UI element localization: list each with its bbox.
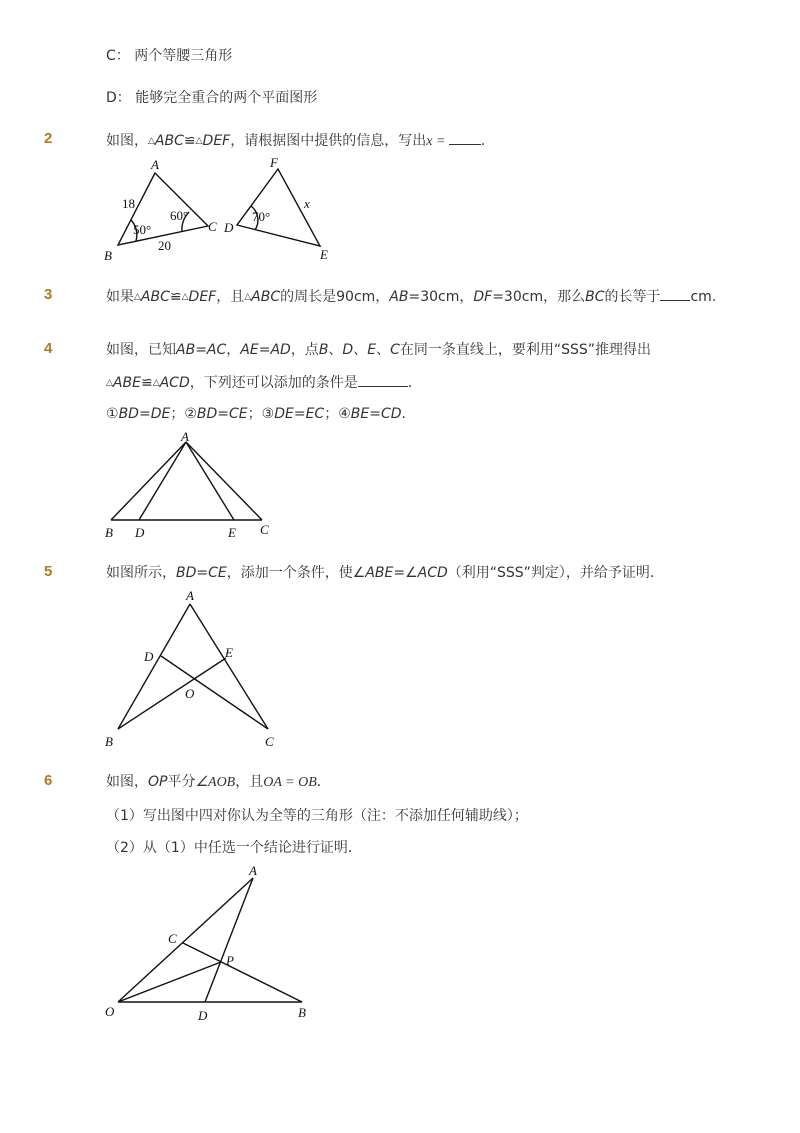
option-d-label: D：	[106, 90, 131, 106]
q2-text-end: ．	[480, 133, 495, 149]
q2-math-def: DEF	[202, 133, 231, 149]
question-6-part-1: （1）写出图中四对你认为全等的三角形（注：不添加任何辅助线）；	[106, 808, 528, 824]
label-60deg: 60°	[170, 208, 189, 223]
option-c-label: C：	[106, 48, 130, 64]
q6-math-op: OP	[148, 774, 168, 790]
label-o: O	[105, 1004, 115, 1019]
cond-4-num: ；④	[324, 406, 351, 422]
q6-math-angle: ∠AOB	[195, 775, 236, 790]
q4-math-e: E	[367, 342, 377, 358]
option-d	[106, 88, 317, 108]
cond-eq: =	[217, 406, 230, 422]
q4-sep: 、	[328, 342, 343, 358]
q3-text-5: =30cm，那么	[492, 289, 586, 305]
q2-cong: ≌	[183, 133, 196, 149]
q3-math-def: DEF	[188, 289, 217, 305]
label-d: D	[224, 220, 234, 235]
q3-cong: ≌	[169, 289, 182, 305]
question-5-number: 5	[44, 563, 53, 580]
q4-cong: ≌	[140, 375, 153, 391]
answer-blank[interactable]	[660, 286, 690, 301]
label-a: A	[249, 863, 257, 878]
label-b: B	[298, 1005, 306, 1020]
question-3-number: 3	[44, 286, 53, 303]
q5-text-1: 如图所示，	[106, 565, 176, 581]
cond-2-b: CE	[229, 406, 248, 422]
label-d: D	[198, 1008, 208, 1023]
label-d: D	[135, 525, 145, 540]
q4-math-acd: ACD	[159, 375, 190, 391]
triangle-icon: △	[244, 292, 252, 302]
question-3-text	[106, 286, 716, 307]
q3-text-1: 如果	[106, 289, 134, 305]
cond-4-a: BE	[350, 406, 370, 422]
question-2-text	[106, 130, 495, 152]
q4-line2-end: ．	[407, 375, 422, 391]
q4-math-ac: AC	[206, 342, 227, 358]
segment-be	[118, 658, 226, 729]
q4-math-c: C	[390, 342, 400, 358]
label-c: C	[168, 931, 177, 946]
question-6-number: 6	[44, 772, 53, 789]
segment-oa	[118, 878, 253, 1002]
q4-math-ab: AB	[176, 342, 196, 358]
cond-3-b: EC	[305, 406, 325, 422]
q6-text-2: 平分	[167, 774, 196, 790]
q5-text-3: ，添加一个条件，使∠	[226, 565, 366, 581]
label-d: D	[144, 649, 154, 664]
option-c	[106, 46, 232, 66]
label-f: F	[270, 155, 278, 170]
label-c: C	[265, 734, 274, 749]
q6-text-1: 如图，	[106, 774, 148, 790]
cond-eq: =	[369, 406, 381, 422]
q2-math-x: x	[426, 134, 433, 149]
cond-1-b: DE	[150, 406, 171, 422]
label-50deg: 50°	[133, 222, 152, 237]
question-4-number: 4	[44, 340, 53, 357]
triangle-icon: △	[195, 136, 203, 146]
q5-math-abe: ABE	[365, 565, 394, 581]
cond-1-num: ①	[106, 406, 119, 422]
cond-1-a: BD	[118, 406, 139, 422]
label-70deg: 70°	[252, 209, 271, 224]
q3-text-4: =30cm，	[408, 289, 474, 305]
label-a: A	[186, 588, 194, 603]
answer-blank[interactable]	[449, 130, 481, 145]
q6-math-oaob: OA = OB	[263, 775, 317, 790]
q4-text-5: ，点	[290, 342, 319, 358]
question-2-number: 2	[44, 130, 53, 147]
q3-text-6: 的长等于	[604, 289, 661, 305]
q5-math-acd: ACD	[417, 565, 448, 581]
cond-2-a: BD	[196, 406, 218, 422]
label-x: x	[304, 196, 310, 211]
q2-math-abc: ABC	[154, 133, 184, 149]
segment-ac	[190, 604, 268, 729]
q5-math-bd: BD	[176, 565, 197, 581]
cond-eq: =	[293, 406, 306, 422]
cond-4-b: CD	[380, 406, 402, 422]
cond-3-a: DE	[274, 406, 294, 422]
triangle-icon: △	[106, 378, 113, 388]
segment-ab	[118, 604, 190, 729]
q4-comma: ，	[226, 342, 241, 358]
triangle-icon: △	[152, 378, 160, 388]
label-b: B	[105, 525, 113, 540]
q4-math-b: B	[318, 342, 329, 358]
q2-text-1: 如图，	[106, 133, 148, 149]
q3-text-7: cm.	[690, 289, 717, 305]
label-18: 18	[122, 196, 135, 211]
q4-eq: =	[258, 342, 271, 358]
q4-text-9: 在同一条直线上，要利用“SSS”推理得出	[399, 342, 652, 358]
q3-math-df: DF	[473, 289, 493, 305]
q3-math-bc: BC	[585, 289, 605, 305]
q3-text-2: ，且	[216, 289, 245, 305]
label-e: E	[320, 247, 328, 262]
triangle-icon: △	[181, 292, 189, 302]
cond-3-num: ；③	[247, 406, 275, 422]
q2-text-2: ，请根据图中提供的信息，写出	[230, 133, 427, 149]
q4-figure	[100, 426, 290, 544]
cond-eq: =	[138, 406, 151, 422]
q2-figure	[100, 155, 340, 268]
q4-sep: 、	[376, 342, 391, 358]
q5-figure	[100, 586, 290, 754]
q5-text-4: =∠	[393, 565, 418, 581]
segment-cb	[183, 943, 302, 1002]
label-b: B	[105, 734, 113, 749]
question-4-line-2	[106, 372, 422, 393]
segment-ab	[111, 442, 186, 520]
label-a: A	[181, 429, 189, 444]
q2-equals: =	[432, 134, 449, 149]
segment-ad	[139, 442, 186, 520]
label-c: C	[260, 522, 269, 537]
label-e: E	[225, 645, 233, 660]
q3-math-abc-2: ABC	[251, 289, 281, 305]
q4-math-d: D	[342, 342, 354, 358]
label-b: B	[104, 248, 112, 263]
q4-math-ad: AD	[270, 342, 291, 358]
question-6-text	[106, 772, 331, 793]
segment-ad	[205, 878, 253, 1002]
segment-ae	[186, 442, 234, 520]
triangle-icon: △	[148, 136, 155, 146]
segment-op	[118, 962, 221, 1002]
option-c-text: 两个等腰三角形	[134, 48, 233, 64]
label-e: E	[228, 525, 236, 540]
question-6-part-2: （2）从（1）中任选一个结论进行证明．	[106, 840, 362, 856]
q4-eq: =	[195, 342, 207, 358]
q4-text-1: 如图，已知	[106, 342, 176, 358]
q5-eq: =	[196, 565, 209, 581]
cond-end: ．	[401, 406, 416, 422]
cond-2-num: ；②	[170, 406, 197, 422]
q3-text-3: 的周长是90cm，	[280, 289, 390, 305]
answer-blank[interactable]	[358, 372, 408, 387]
question-5-text	[106, 563, 664, 583]
q3-math-ab: AB	[389, 289, 409, 305]
label-o: O	[185, 686, 195, 701]
q6-text-4: ．	[316, 774, 331, 790]
q5-math-ce: CE	[208, 565, 227, 581]
q6-text-3: ，且	[235, 774, 264, 790]
q4-math-abe: ABE	[112, 375, 141, 391]
q6-figure	[100, 858, 320, 1028]
segment-cd	[161, 656, 268, 729]
q5-text-5: （利用“SSS”判定），并给予证明．	[447, 565, 664, 581]
question-4-line-1	[106, 340, 651, 360]
label-p: P	[226, 953, 234, 968]
option-d-text: 能够完全重合的两个平面图形	[135, 90, 318, 106]
label-a: A	[151, 157, 159, 172]
label-20: 20	[158, 238, 171, 253]
triangle-icon: △	[134, 292, 141, 302]
q4-sep: 、	[353, 342, 368, 358]
question-4-conditions	[106, 404, 416, 424]
q3-math-abc: ABC	[140, 289, 170, 305]
q4-math-ae: AE	[240, 342, 259, 358]
segment-ac	[186, 442, 262, 520]
q4-line2-text: ，下列还可以添加的条件是	[189, 375, 358, 391]
label-c: C	[208, 219, 217, 234]
